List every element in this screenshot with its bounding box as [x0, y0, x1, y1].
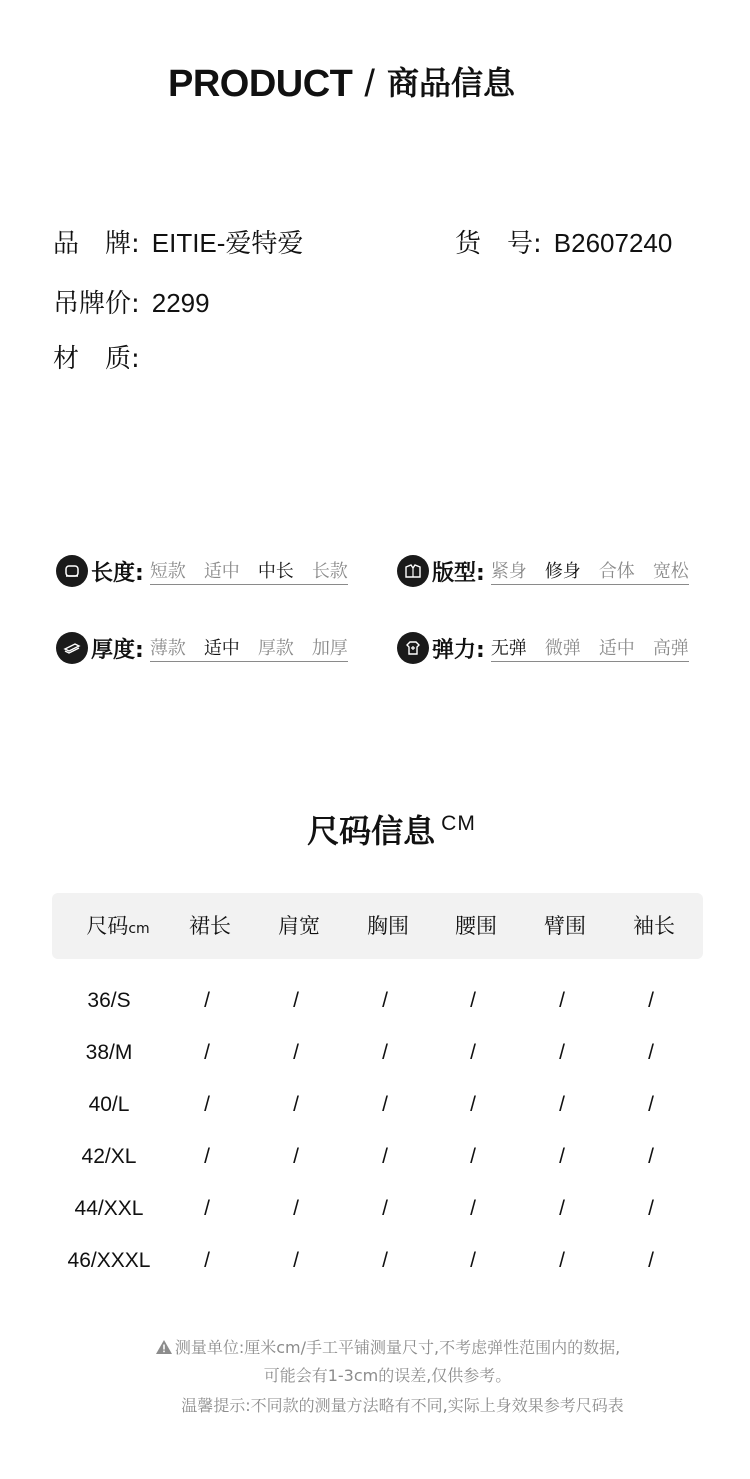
measurement-cell: / — [293, 1249, 299, 1272]
measurement-cell: / — [382, 1145, 388, 1168]
measurement-cell: / — [204, 1145, 210, 1168]
measurement-cell: / — [293, 1041, 299, 1064]
note-text-1: 测量单位:厘米cm/手工平铺测量尺寸,不考虑弹性范围内的数据, — [174, 1338, 621, 1357]
length-label: 长度: — [91, 560, 144, 586]
brand-label: 品 牌: — [53, 229, 140, 259]
col-header: 袖长 — [633, 914, 675, 938]
price-row — [53, 287, 210, 320]
table-row — [52, 1235, 703, 1287]
thickness-option: 加厚 — [311, 638, 348, 659]
col-header: 臂围 — [544, 914, 586, 938]
table-row — [52, 1079, 703, 1131]
col-header: 胸围 — [367, 914, 409, 938]
length-option-selected: 中长 — [257, 561, 294, 582]
length-option: 短款 — [149, 561, 186, 582]
size-title-text: 尺码信息 — [307, 812, 436, 850]
thickness-option-selected: 适中 — [203, 638, 240, 659]
price-value: 2299 — [151, 288, 210, 318]
length-attribute — [56, 555, 348, 587]
measurement-cell: / — [470, 1041, 476, 1064]
note-line-2: 可能会有1-3cm的误差,仅供参考。 — [263, 1366, 512, 1385]
measurement-cell: / — [470, 1197, 476, 1220]
note-line-3: 温馨提示:不同款的测量方法略有不同,实际上身效果参考尺码表 — [181, 1396, 624, 1415]
table-row — [52, 1131, 703, 1183]
measurement-cell: / — [470, 989, 476, 1012]
measurement-cell: / — [470, 1093, 476, 1116]
size-cell: 40/L — [88, 1093, 130, 1116]
sku-label: 货 号: — [455, 229, 542, 259]
stretch-shirt-icon — [397, 632, 429, 664]
fabric-layers-icon — [56, 632, 88, 664]
title-separator: / — [364, 63, 375, 105]
measurement-cell: / — [204, 989, 210, 1012]
measurement-cell: / — [204, 1093, 210, 1116]
size-table-header — [52, 893, 703, 959]
thickness-label: 厚度: — [91, 637, 144, 663]
col-header: 裙长 — [189, 914, 231, 938]
table-row — [52, 1183, 703, 1235]
sku-row — [455, 227, 672, 260]
measurement-cell: / — [648, 1197, 654, 1220]
measurement-cell: / — [293, 1197, 299, 1220]
silhouette-icon — [397, 555, 429, 587]
length-option: 长款 — [311, 561, 348, 582]
measurement-cell: / — [559, 1145, 565, 1168]
measurement-cell: / — [470, 1249, 476, 1272]
length-options — [150, 557, 348, 585]
table-row — [52, 1027, 703, 1079]
measurement-cell: / — [382, 1093, 388, 1116]
size-cell: 36/S — [87, 989, 131, 1012]
fit-option: 宽松 — [652, 561, 689, 582]
measurement-cell: / — [204, 1249, 210, 1272]
measurement-cell: / — [559, 1093, 565, 1116]
title-cn: 商品信息 — [386, 64, 515, 102]
col-header-size-unit: cm — [128, 921, 150, 937]
measurement-cell: / — [293, 1145, 299, 1168]
material-row — [53, 343, 140, 375]
fit-option: 紧身 — [490, 561, 527, 582]
elasticity-option: 适中 — [598, 638, 635, 659]
table-row — [52, 975, 703, 1027]
length-option: 适中 — [203, 561, 240, 582]
skirt-length-icon — [56, 555, 88, 587]
thickness-option: 厚款 — [257, 638, 294, 659]
fit-label: 版型: — [432, 560, 485, 586]
brand-row — [53, 227, 303, 260]
measurement-cell: / — [648, 1041, 654, 1064]
measurement-cell: / — [559, 989, 565, 1012]
elasticity-label: 弹力: — [432, 637, 485, 663]
measurement-cell: / — [382, 1041, 388, 1064]
sku-value: B2607240 — [553, 228, 673, 258]
fit-option: 合体 — [598, 561, 635, 582]
size-cell: 42/XL — [81, 1145, 137, 1168]
size-section-title — [0, 806, 750, 852]
size-cell: 38/M — [85, 1041, 133, 1064]
thickness-options — [150, 634, 348, 662]
measurement-cell: / — [648, 1145, 654, 1168]
measurement-cell: / — [204, 1041, 210, 1064]
col-header: 腰围 — [455, 914, 497, 938]
measurement-cell: / — [293, 1093, 299, 1116]
brand-value: EITIE-爱特爱 — [151, 228, 304, 258]
measurement-cell: / — [293, 989, 299, 1012]
size-cell: 46/XXXL — [67, 1249, 151, 1272]
col-header-size-text: 尺码 — [86, 914, 129, 938]
measurement-cell: / — [648, 1249, 654, 1272]
elasticity-option: 微弹 — [544, 638, 581, 659]
elasticity-option: 高弹 — [652, 638, 689, 659]
size-cell: 44/XXL — [74, 1197, 144, 1220]
fit-option-selected: 修身 — [544, 561, 581, 582]
col-header-size — [73, 893, 163, 959]
material-label: 材 质: — [53, 344, 140, 374]
col-header: 肩宽 — [278, 914, 320, 938]
thickness-option: 薄款 — [149, 638, 186, 659]
fit-options — [491, 557, 689, 585]
note-line-1 — [0, 1334, 750, 1362]
thickness-attribute — [56, 632, 348, 664]
page-title — [168, 58, 515, 106]
measurement-cell: / — [382, 989, 388, 1012]
size-title-unit: CM — [441, 812, 476, 835]
measurement-cell: / — [559, 1197, 565, 1220]
measurement-cell: / — [648, 1093, 654, 1116]
warning-icon — [155, 1339, 173, 1355]
elasticity-option-selected: 无弹 — [490, 638, 527, 659]
measurement-cell: / — [559, 1249, 565, 1272]
fit-attribute — [397, 555, 689, 587]
title-en: PRODUCT — [168, 63, 353, 105]
elasticity-options — [491, 634, 689, 662]
elasticity-attribute — [397, 632, 689, 664]
price-label: 吊牌价: — [53, 289, 140, 319]
measurement-cell: / — [559, 1041, 565, 1064]
measurement-cell: / — [470, 1145, 476, 1168]
measurement-cell: / — [204, 1197, 210, 1220]
measurement-cell: / — [382, 1249, 388, 1272]
measurement-cell: / — [648, 989, 654, 1012]
measurement-cell: / — [382, 1197, 388, 1220]
